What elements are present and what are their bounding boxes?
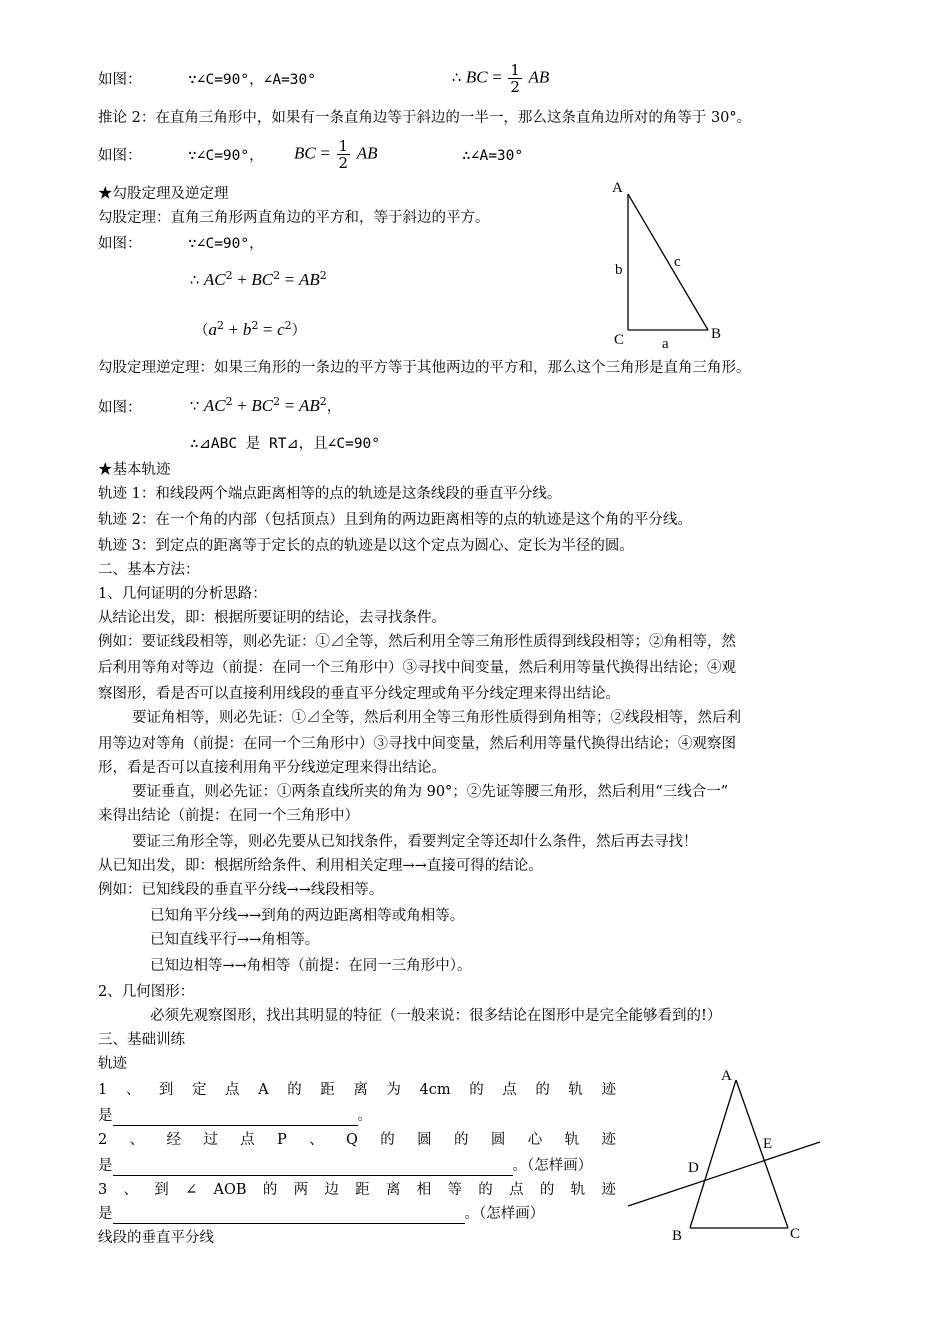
question-char: 的 bbox=[539, 1182, 555, 1198]
label: 如图： bbox=[98, 72, 142, 88]
question-char: 的 bbox=[478, 1182, 493, 1198]
question-char: 的 bbox=[535, 1082, 550, 1098]
ac: AC bbox=[203, 270, 226, 289]
b: b bbox=[242, 320, 252, 339]
c: c bbox=[277, 320, 285, 339]
therefore-symbol: ∴ bbox=[190, 273, 200, 289]
method-2-text: 必须先观察图形，找出其明显的特征（一般来说：很多结论在图形中是完全能够看到的!） bbox=[150, 1008, 722, 1024]
sq: 2 bbox=[251, 319, 259, 333]
eq: = bbox=[262, 320, 273, 339]
plus: + bbox=[228, 320, 239, 339]
paragraph-line: 要证垂直，则必先证：①两条直线所夹的角为 90°；②先证等腰三角形，然后利用“三线合一” bbox=[132, 784, 729, 800]
question-char: 距 bbox=[320, 1082, 335, 1098]
locus-heading: ★基本轨迹 bbox=[98, 462, 171, 478]
locus-1: 轨迹 1：和线段两个端点距离相等的点的轨迹是这条线段的垂直平分线。 bbox=[98, 486, 562, 502]
question-char: 点 bbox=[509, 1182, 524, 1198]
ac: AC bbox=[203, 396, 226, 415]
question-char: 心 bbox=[527, 1132, 543, 1148]
question-char: 两 bbox=[293, 1182, 309, 1198]
perpendicular-bisector-heading: 线段的垂直平分线 bbox=[98, 1230, 214, 1246]
question-char: 轨 bbox=[568, 1082, 583, 1098]
sq: 2 bbox=[284, 319, 292, 333]
eq: = bbox=[284, 270, 295, 289]
corollary-2: 推论 2：在直角三角形中，如果有一条直角边等于斜边的一半一，那么这条直角边所对的角等于 30°。 bbox=[98, 110, 752, 126]
transversal-DE bbox=[628, 1142, 820, 1206]
text: 。（怎样画） bbox=[512, 1158, 593, 1174]
ab: AB bbox=[298, 270, 320, 289]
question-char: 轨 bbox=[564, 1132, 580, 1148]
label-a: a bbox=[662, 336, 669, 352]
question-char: 1 bbox=[98, 1082, 108, 1098]
question-char: 等 bbox=[447, 1182, 462, 1198]
sq: 2 bbox=[319, 395, 327, 409]
question-char: 到 bbox=[158, 1082, 174, 1098]
question-char: 圆 bbox=[490, 1132, 506, 1148]
point-D: D bbox=[688, 1160, 699, 1176]
question-char: 的 bbox=[287, 1082, 302, 1098]
pythagoras-heading: ★勾股定理及逆定理 bbox=[98, 186, 229, 202]
question-char: 定 bbox=[191, 1082, 207, 1098]
label: 如图： bbox=[98, 148, 142, 164]
locus-3: 轨迹 3：到定点的距离等于定长的点的轨迹是以这个定点为圆心、定长为半径的圆。 bbox=[98, 538, 634, 554]
eq: = bbox=[320, 143, 330, 163]
question-char: 、 bbox=[125, 1082, 141, 1098]
ab: AB bbox=[298, 396, 320, 415]
question-char: 3 bbox=[98, 1182, 108, 1198]
bc: BC bbox=[465, 67, 488, 87]
question-char: 过 bbox=[203, 1132, 218, 1148]
triangle-transversal-figure bbox=[626, 1062, 826, 1252]
section-3-heading: 三、基础训练 bbox=[98, 1032, 185, 1048]
converse-formula bbox=[190, 396, 341, 417]
question-char: 轨 bbox=[570, 1182, 586, 1198]
ab: AB bbox=[356, 143, 378, 163]
text: 是 bbox=[98, 1158, 113, 1174]
fraction-half bbox=[337, 138, 351, 171]
question-char: 离 bbox=[385, 1182, 401, 1198]
text: 是 bbox=[98, 1206, 113, 1222]
vertex-C: C bbox=[614, 332, 625, 348]
question-char: AOB bbox=[213, 1182, 247, 1198]
section-2-heading: 二、基本方法： bbox=[98, 562, 200, 578]
question-char: 、 bbox=[129, 1132, 145, 1148]
question-char: P bbox=[277, 1132, 287, 1148]
sq: 2 bbox=[319, 269, 327, 283]
text: 是 bbox=[98, 1108, 113, 1124]
example-line: 已知直线平行→→角相等。 bbox=[150, 932, 320, 948]
conclusion-3: ∴∠A=30° bbox=[462, 148, 524, 164]
answer-blank-2[interactable] bbox=[113, 1159, 513, 1176]
question-char: 点 bbox=[240, 1132, 255, 1148]
sq: 2 bbox=[217, 319, 224, 333]
comma: ， bbox=[326, 399, 342, 415]
den: 2 bbox=[338, 154, 349, 172]
because-symbol: ∵ bbox=[190, 399, 200, 415]
example-line: 已知边相等→→角相等（前提：在同一三角形中）。 bbox=[150, 958, 472, 974]
given-1: ∵∠C=90°，∠A=30° bbox=[188, 72, 316, 88]
point-E: E bbox=[763, 1136, 773, 1152]
converse-conclusion: ∴⊿ABC 是 RT⊿，且∠C=90° bbox=[190, 436, 381, 452]
question-3-line2 bbox=[98, 1204, 544, 1224]
question-char: Q bbox=[346, 1132, 358, 1148]
plus: + bbox=[237, 396, 247, 415]
question-char: 为 bbox=[386, 1082, 401, 1098]
paragraph-line: 来得出结论（前提：在同一个三角形中） bbox=[98, 808, 359, 824]
question-char: 圆 bbox=[417, 1132, 432, 1148]
question-char: 4cm bbox=[419, 1082, 451, 1098]
label: 如图： bbox=[98, 236, 142, 252]
bc: BC bbox=[294, 143, 316, 163]
method-1-heading: 1、几何证明的分析思路： bbox=[98, 586, 267, 602]
question-char: 经 bbox=[166, 1132, 181, 1148]
question-char: 迹 bbox=[601, 1132, 616, 1148]
question-2-line1 bbox=[98, 1130, 616, 1150]
num: 1 bbox=[510, 61, 520, 79]
question-char: 点 bbox=[225, 1082, 240, 1098]
vertex-C: C bbox=[790, 1226, 801, 1242]
question-char: 的 bbox=[262, 1182, 278, 1198]
therefore-symbol: ∴ bbox=[452, 70, 462, 87]
question-char: ∠ bbox=[185, 1182, 198, 1198]
question-3-line1 bbox=[98, 1180, 616, 1200]
example-line: 例如：已知线段的垂直平分线→→线段相等。 bbox=[98, 882, 384, 898]
example-line: 已知角平分线→→到角的两边距离相等或角相等。 bbox=[150, 908, 465, 924]
question-1-line1 bbox=[98, 1080, 616, 1100]
pythagoras-formula bbox=[190, 270, 327, 291]
vertex-A: A bbox=[612, 180, 623, 196]
question-char: 迹 bbox=[601, 1082, 616, 1098]
vertex-B: B bbox=[672, 1228, 683, 1244]
method-1-intro: 从结论出发，即：根据所要证明的结论，去寻找条件。 bbox=[98, 610, 446, 626]
label-c: c bbox=[674, 254, 681, 270]
ab: AB bbox=[528, 67, 550, 87]
question-char: 2 bbox=[98, 1132, 108, 1148]
pythagoras-formula-abc bbox=[194, 320, 306, 341]
given-3: ∵∠C=90°， bbox=[188, 148, 264, 164]
label-b: b bbox=[615, 262, 623, 278]
question-char: 、 bbox=[123, 1182, 139, 1198]
right-triangle-figure bbox=[606, 176, 736, 356]
conclusion-1 bbox=[452, 62, 549, 95]
answer-blank-3[interactable] bbox=[113, 1207, 465, 1224]
eq: = bbox=[284, 396, 295, 415]
question-char: 迹 bbox=[601, 1182, 616, 1198]
question-char: 、 bbox=[309, 1132, 324, 1148]
side-AC bbox=[736, 1080, 788, 1228]
sq: 2 bbox=[273, 395, 281, 409]
paragraph-line: 用等边对等角（前提：在同一个三角形中）③寻找中间变量，然后利用等量代换得出结论；④观察图 bbox=[98, 736, 736, 752]
label: 如图： bbox=[98, 400, 142, 416]
converse-theorem: 勾股定理逆定理：如果三角形的一条边的平方等于其他两边的平方和，那么这个三角形是直角三角形。 bbox=[98, 360, 751, 376]
text: 。（怎样画） bbox=[464, 1206, 545, 1222]
question-char: 的 bbox=[453, 1132, 469, 1148]
a: a bbox=[208, 320, 217, 339]
paren: （ bbox=[194, 323, 209, 339]
text: 。 bbox=[357, 1108, 372, 1124]
paragraph-line: 形，看是否可以直接利用角平分线逆定理来得出结论。 bbox=[98, 760, 446, 776]
sq: 2 bbox=[225, 395, 233, 409]
num: 1 bbox=[338, 137, 349, 155]
question-char: 的 bbox=[469, 1082, 484, 1098]
question-2-line2 bbox=[98, 1156, 592, 1176]
paragraph-line: 察图形，看是否可以直接利用线段的垂直平分线定理或角平分线定理来得出结论。 bbox=[98, 686, 620, 702]
question-char: 距 bbox=[355, 1182, 370, 1198]
question-1-line2 bbox=[98, 1106, 372, 1126]
paragraph-line: 后利用等角对等边（前提：在同一个三角形中）③寻找中间变量，然后利用等量代换得出结论；④观 bbox=[98, 660, 736, 676]
sq: 2 bbox=[225, 269, 233, 283]
vertex-B: B bbox=[711, 326, 722, 342]
paragraph-line: 例如：要证线段相等，则必先证：①⊿全等，然后利用全等三角形性质得到线段相等；②角相等，然 bbox=[98, 634, 736, 650]
method-2-heading: 2、几何图形： bbox=[98, 984, 195, 1000]
question-char: 相 bbox=[416, 1182, 432, 1198]
answer-blank-1[interactable] bbox=[113, 1109, 358, 1126]
paragraph-line: 从已知出发，即：根据所给条件、利用相关定理→→直接可得的结论。 bbox=[98, 858, 543, 874]
pythagoras-theorem: 勾股定理：直角三角形两直角边的平方和，等于斜边的平方。 bbox=[98, 210, 490, 226]
plus: + bbox=[237, 270, 247, 289]
den: 2 bbox=[510, 78, 520, 96]
question-char: 的 bbox=[380, 1132, 395, 1148]
side-c bbox=[628, 194, 708, 330]
eq: = bbox=[492, 67, 502, 87]
sq: 2 bbox=[273, 269, 281, 283]
side-AB bbox=[690, 1080, 736, 1228]
paren: ） bbox=[291, 323, 307, 339]
paragraph-line: 要证角相等，则必先证：①⊿全等，然后利用全等三角形性质得到角相等；②线段相等，然后利 bbox=[132, 710, 741, 726]
question-char: 离 bbox=[353, 1082, 368, 1098]
training-heading: 轨迹 bbox=[98, 1056, 127, 1072]
paragraph-line: 要证三角形全等，则必先要从已知找条件，看要判定全等还却什么条件，然后再去寻找！ bbox=[132, 834, 698, 850]
formula-3 bbox=[294, 138, 377, 171]
question-char: 到 bbox=[154, 1182, 169, 1198]
pythagoras-given: ∵∠C=90°， bbox=[188, 236, 264, 252]
question-char: 边 bbox=[324, 1182, 339, 1198]
locus-2: 轨迹 2：在一个角的内部（包括顶点）且到角的两边距离相等的点的轨迹是这个角的平分线。 bbox=[98, 512, 692, 528]
vertex-A: A bbox=[721, 1068, 732, 1084]
line-1 bbox=[98, 70, 142, 90]
fraction-half bbox=[508, 62, 522, 95]
bc: BC bbox=[251, 396, 274, 415]
bc: BC bbox=[251, 270, 274, 289]
question-char: 点 bbox=[502, 1082, 517, 1098]
question-char: A bbox=[258, 1082, 269, 1098]
